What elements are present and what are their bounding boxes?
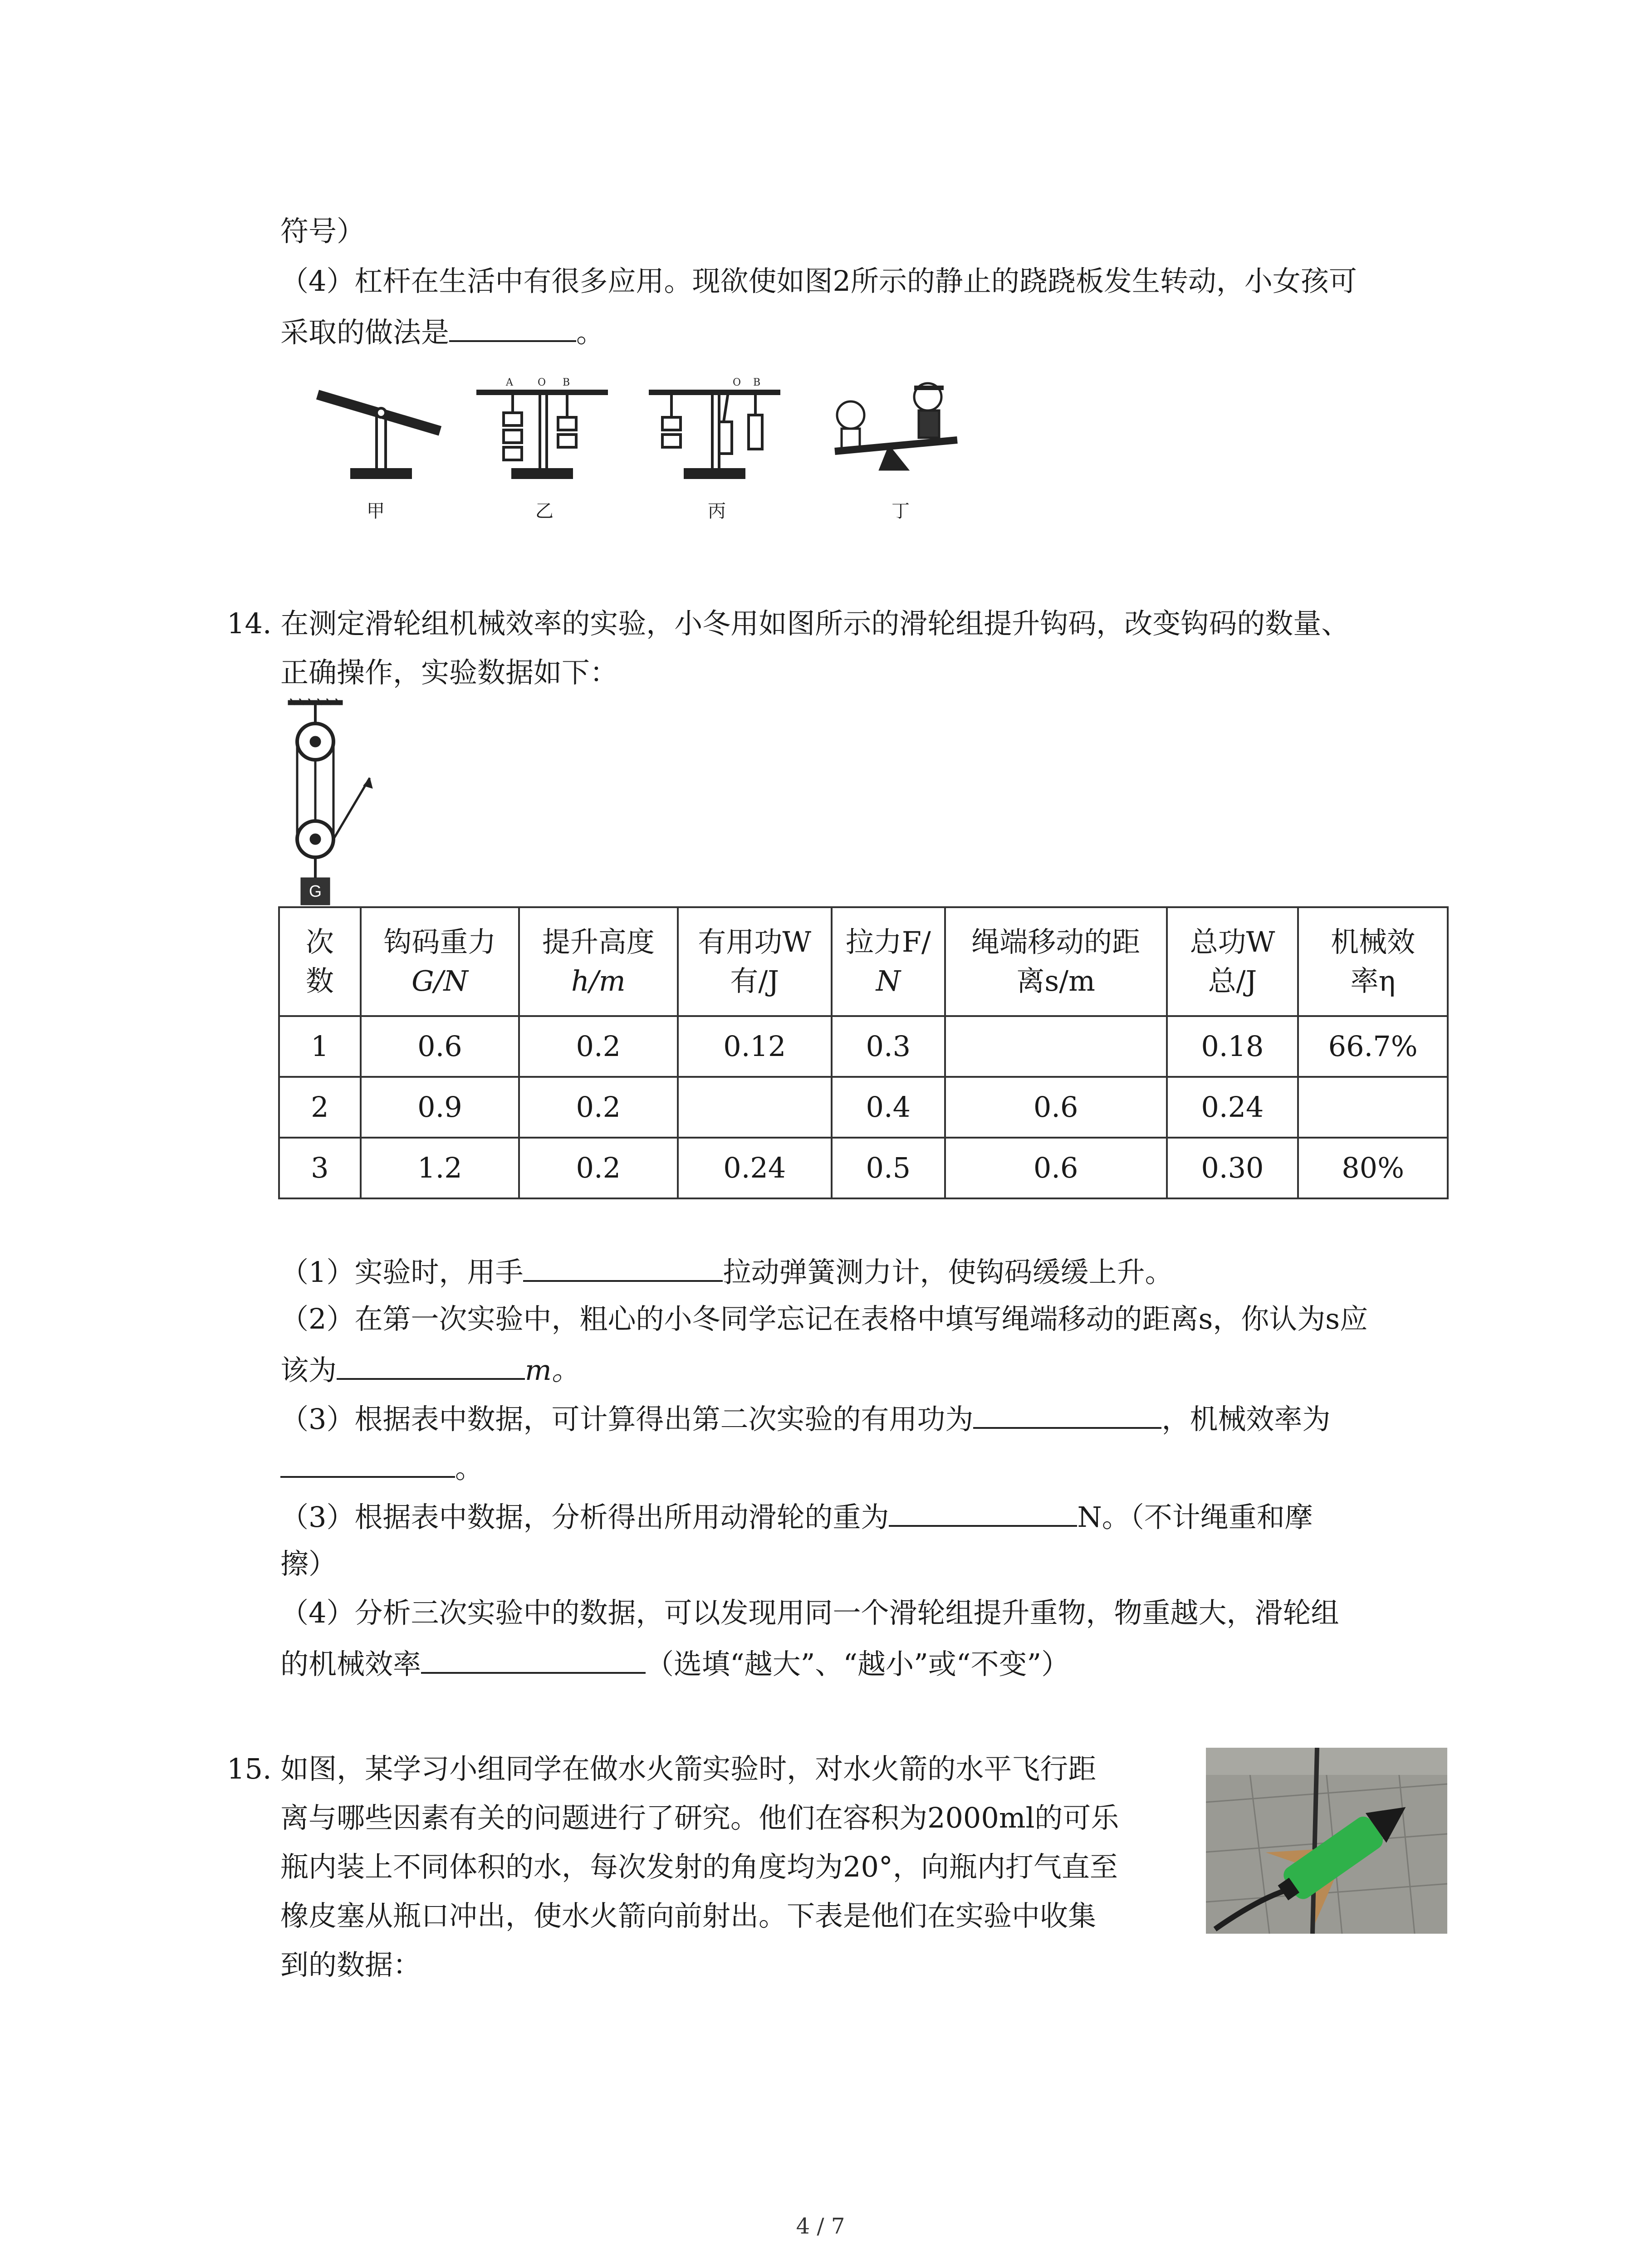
weight-label: G — [309, 882, 322, 900]
table-cell: 0.24 — [1167, 1077, 1298, 1138]
mark-b-2: B — [753, 377, 761, 388]
q14-sub3-line2: 。 — [280, 1448, 483, 1486]
q15-text-line1: 15. 如图，某学习小组同学在做水火箭实验时，对水火箭的水平飞行距 — [227, 1752, 1097, 1785]
table-cell: 1.2 — [361, 1138, 519, 1198]
q14-sub3b-line1: （3）根据表中数据，分析得出所用动滑轮的重为 N。（不计绳重和摩 — [280, 1497, 1313, 1535]
q4-text-line2: 采取的做法是 。 — [280, 312, 604, 351]
table-cell: 0.6 — [945, 1077, 1167, 1138]
q14-sub2-line2: 该为 m。 — [280, 1350, 580, 1388]
mark-b: B — [563, 377, 570, 388]
table-cell: 0.4 — [832, 1077, 945, 1138]
table-cell: 3 — [279, 1138, 361, 1198]
figure-label-bing: 丙 — [708, 501, 726, 522]
header-trial: 次 数 — [279, 907, 361, 1016]
header-weight: 钩码重力 G/N — [361, 907, 519, 1016]
table-row — [279, 1016, 1448, 1077]
seesaw-ding-figure — [835, 383, 957, 469]
q14-sub4-line1: （4）分析三次实验中的数据，可以发现用同一个滑轮组提升重物，物重越大，滑轮组 — [280, 1596, 1339, 1629]
table-cell: 2 — [279, 1077, 361, 1138]
table-cell: 80% — [1298, 1138, 1448, 1198]
mark-a: A — [506, 377, 513, 388]
q15-text-line4: 橡皮塞从瓶口冲出，使水火箭向前射出。下表是他们在实验中收集 — [280, 1899, 1097, 1932]
table-cell: 0.2 — [519, 1016, 677, 1077]
q14-text-line2: 正确操作，实验数据如下： — [280, 656, 618, 689]
figure-label-ding: 丁 — [892, 501, 910, 522]
q4-text-line1: （4）杠杆在生活中有很多应用。现欲使如图2所示的静止的跷跷板发生转动，小女孩可 — [280, 264, 1357, 298]
figure-label-yi: 乙 — [535, 501, 554, 522]
water-rocket-photo — [1206, 1748, 1447, 1934]
table-cell: 0.6 — [945, 1138, 1167, 1198]
mark-o: O — [538, 377, 546, 388]
table-row — [279, 1138, 1448, 1198]
answer-blank[interactable] — [449, 312, 576, 342]
lever-jia-figure — [318, 395, 440, 478]
table-cell: 0.24 — [678, 1138, 832, 1198]
answer-blank[interactable] — [973, 1399, 1161, 1429]
table-cell: 0.9 — [361, 1077, 519, 1138]
answer-blank[interactable] — [523, 1252, 723, 1282]
experiment-data-table — [278, 906, 1449, 1199]
header-useful-work: 有用功W 有/J — [678, 907, 832, 1016]
header-efficiency: 机械效 率η — [1298, 907, 1448, 1016]
answer-blank[interactable] — [337, 1350, 525, 1380]
table-cell: 66.7% — [1298, 1016, 1448, 1077]
mark-o-2: O — [733, 377, 741, 388]
table-cell-empty[interactable] — [1298, 1077, 1448, 1138]
pulley-system-figure — [279, 699, 397, 912]
q14-sub3-line1: （3）根据表中数据，可计算得出第二次实验的有用功为 ，机械效率为 — [280, 1399, 1330, 1437]
q14-sub3b-line2: 擦） — [280, 1547, 337, 1580]
table-row — [279, 1077, 1448, 1138]
q15-text-line3: 瓶内装上不同体积的水，每次发射的角度均为20°，向瓶内打气直至 — [280, 1850, 1118, 1883]
answer-blank[interactable] — [421, 1644, 646, 1674]
table-cell: 0.3 — [832, 1016, 945, 1077]
q15-text-line2: 离与哪些因素有关的问题进行了研究。他们在容积为2000ml的可乐 — [280, 1801, 1119, 1834]
answer-blank[interactable] — [280, 1448, 455, 1478]
header-rope-distance: 绳端移动的距 离s/m — [945, 907, 1167, 1016]
table-cell: 0.6 — [361, 1016, 519, 1077]
table-cell: 0.2 — [519, 1077, 677, 1138]
table-cell: 0.30 — [1167, 1138, 1298, 1198]
answer-blank[interactable] — [889, 1497, 1077, 1527]
table-cell-empty[interactable] — [945, 1016, 1167, 1077]
q14-sub1: （1）实验时，用手 拉动弹簧测力计，使钩码缓缓上升。 — [280, 1252, 1173, 1290]
lever-figures — [309, 372, 989, 553]
table-cell: 0.12 — [678, 1016, 832, 1077]
table-header-row — [279, 907, 1448, 1016]
header-height: 提升高度 h/m — [519, 907, 677, 1016]
table-cell: 0.2 — [519, 1138, 677, 1198]
lever-bing-figure — [649, 377, 780, 478]
table-cell: 1 — [279, 1016, 361, 1077]
q14-sub4-line2: 的机械效率 （选填“越大”、“越小”或“不变”） — [280, 1644, 1069, 1682]
lever-yi-figure — [476, 377, 608, 478]
table-cell: 0.5 — [832, 1138, 945, 1198]
table-cell-empty[interactable] — [678, 1077, 832, 1138]
page-number: 4 / 7 — [796, 2214, 845, 2239]
figure-label-jia: 甲 — [367, 501, 385, 522]
q15-text-line5: 到的数据： — [280, 1948, 421, 1981]
q14-text-line1: 14. 在测定滑轮组机械效率的实验，小冬用如图所示的滑轮组提升钩码，改变钩码的数量、 — [227, 607, 1350, 640]
header-pull-force: 拉力F/ N — [832, 907, 945, 1016]
q14-sub2-line1: （2）在第一次实验中，粗心的小冬同学忘记在表格中填写绳端移动的距离s，你认为s应 — [280, 1302, 1368, 1335]
continued-text: 符号） — [280, 215, 365, 248]
header-total-work: 总功W 总/J — [1167, 907, 1298, 1016]
table-cell: 0.18 — [1167, 1016, 1298, 1077]
